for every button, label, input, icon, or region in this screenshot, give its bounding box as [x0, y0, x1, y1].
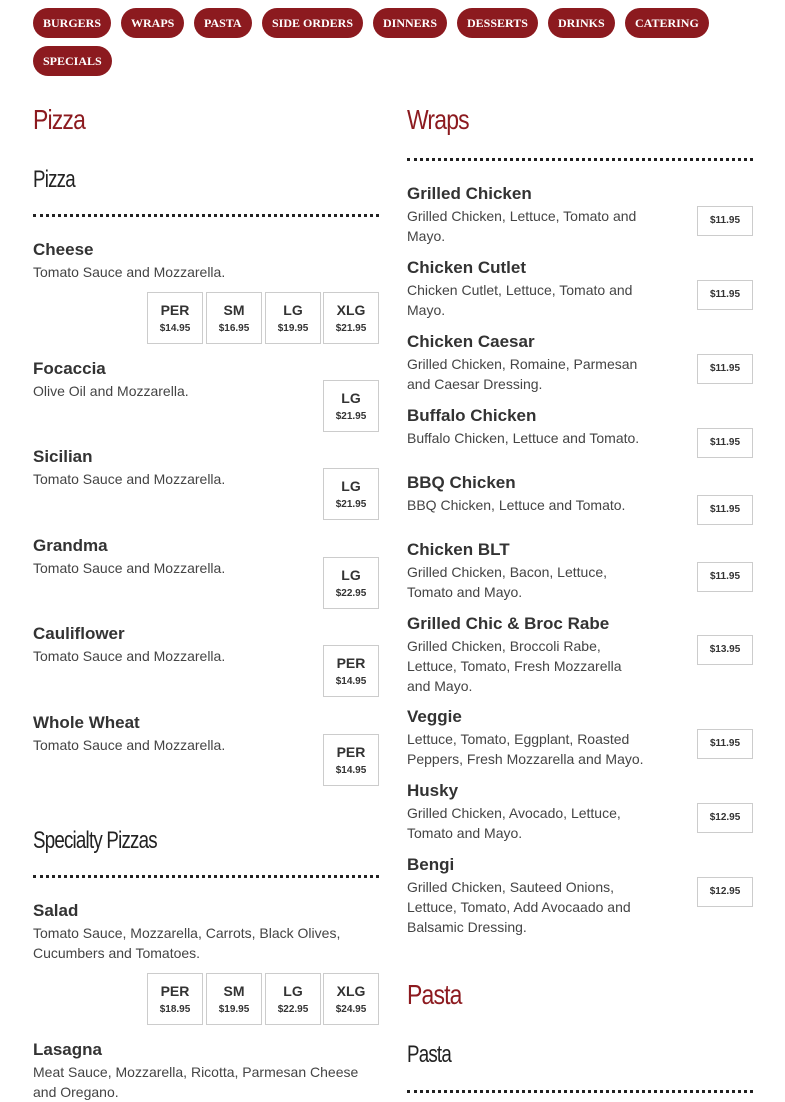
- item-name: Cauliflower: [33, 624, 125, 643]
- item-name: Grilled Chic & Broc Rabe: [407, 614, 610, 633]
- item-name: Chicken BLT: [407, 540, 510, 559]
- menu-item-bengi: [407, 855, 753, 935]
- item-description: Buffalo Chicken, Lettuce and Tomato.: [407, 430, 640, 446]
- section-divider: [33, 875, 379, 878]
- price-option[interactable]: [323, 734, 379, 786]
- price-label: $24.95: [335, 1004, 367, 1015]
- price-button[interactable]: $11.95: [697, 428, 753, 458]
- size-label: LG: [283, 983, 303, 999]
- menu-item-lasagna: [33, 1040, 379, 1101]
- item-description: Meat Sauce, Mozzarella, Ricotta, Parmesan Cheese and Oregano.: [33, 1064, 359, 1100]
- item-description: Tomato Sauce and Mozzarella.: [33, 560, 226, 576]
- size-label: PER: [160, 983, 190, 999]
- price-label: $21.95: [335, 411, 367, 422]
- price-label: $14.95: [335, 765, 367, 776]
- item-name: Husky: [407, 781, 459, 800]
- menu-item-grandma: [33, 536, 379, 610]
- price-option[interactable]: [206, 973, 262, 1025]
- price-label: $16.95: [218, 323, 250, 334]
- price-option[interactable]: [323, 380, 379, 432]
- menu-item-veggie: [407, 707, 753, 767]
- menu-item-whole-wheat: [33, 713, 379, 787]
- pizza-category-title: Pizza: [33, 104, 86, 135]
- item-name: Sicilian: [33, 447, 93, 466]
- price-button[interactable]: $12.95: [697, 803, 753, 833]
- item-name: Chicken Caesar: [407, 332, 535, 351]
- price-label: $19.95: [277, 323, 309, 334]
- item-name: Salad: [33, 901, 79, 920]
- price-option[interactable]: [323, 557, 379, 609]
- menu-item-buffalo-chicken: [407, 406, 753, 460]
- price-option[interactable]: [147, 973, 203, 1025]
- menu-item-husky: [407, 781, 753, 841]
- item-description: Grilled Chicken, Broccoli Rabe, Lettuce, Tomato, Fresh Mozzarella and Mayo.: [407, 638, 622, 694]
- size-label: PER: [160, 302, 190, 318]
- menu-item-cauliflower: [33, 624, 379, 698]
- price-label: $22.95: [335, 588, 367, 599]
- menu-item-bbq-chicken: [407, 473, 753, 527]
- price-option[interactable]: [147, 292, 203, 344]
- price-button[interactable]: $12.95: [697, 877, 753, 907]
- specialty-pizzas-section-title: Specialty Pizzas: [33, 827, 157, 854]
- size-label: LG: [341, 478, 361, 494]
- size-label: LG: [341, 390, 361, 406]
- item-name: Buffalo Chicken: [407, 406, 537, 425]
- price-label: $14.95: [159, 323, 191, 334]
- size-label: PER: [336, 744, 366, 760]
- price-option[interactable]: [323, 468, 379, 520]
- nav-dinners-button[interactable]: DINNERS: [373, 8, 447, 38]
- nav-desserts-button[interactable]: DESSERTS: [457, 8, 538, 38]
- size-label: LG: [283, 302, 303, 318]
- item-name: Grilled Chicken: [407, 184, 532, 203]
- item-description: Grilled Chicken, Lettuce, Tomato and Mayo.: [407, 208, 637, 244]
- item-description: Tomato Sauce and Mozzarella.: [33, 737, 226, 753]
- size-label: SM: [223, 983, 245, 999]
- item-description: Grilled Chicken, Romaine, Parmesan and Caesar Dressing.: [407, 356, 638, 392]
- item-description: Tomato Sauce and Mozzarella.: [33, 648, 226, 664]
- price-button[interactable]: $11.95: [697, 206, 753, 236]
- price-button[interactable]: $11.95: [697, 562, 753, 592]
- size-label: PER: [336, 655, 366, 671]
- menu-item-chicken-caesar: [407, 332, 753, 392]
- size-label: SM: [223, 302, 245, 318]
- item-name: Chicken Cutlet: [407, 258, 527, 277]
- menu-item-grilled-chic-broc-rabe: [407, 614, 753, 694]
- price-label: $21.95: [335, 323, 367, 334]
- item-description: Grilled Chicken, Avocado, Lettuce, Tomato and Mayo.: [407, 805, 621, 841]
- section-divider: [407, 1090, 753, 1093]
- wraps-category-title: Wraps: [407, 104, 469, 135]
- price-option[interactable]: [265, 292, 321, 344]
- nav-wraps-button[interactable]: WRAPS: [121, 8, 184, 38]
- price-label: $22.95: [277, 1004, 309, 1015]
- price-button[interactable]: $11.95: [697, 729, 753, 759]
- pizza-section-title: Pizza: [33, 166, 75, 193]
- nav-burgers-button[interactable]: BURGERS: [33, 8, 111, 38]
- section-divider: [407, 158, 753, 161]
- item-description: Olive Oil and Mozzarella.: [33, 383, 189, 399]
- price-option[interactable]: [265, 973, 321, 1025]
- pasta-category-title: Pasta: [407, 979, 462, 1010]
- price-option[interactable]: [206, 292, 262, 344]
- nav-catering-button[interactable]: CATERING: [625, 8, 709, 38]
- price-label: $18.95: [159, 1004, 191, 1015]
- item-name: Grandma: [33, 536, 108, 555]
- item-name: Whole Wheat: [33, 713, 140, 732]
- price-button[interactable]: $11.95: [697, 495, 753, 525]
- item-description: Grilled Chicken, Bacon, Lettuce, Tomato and Mayo.: [407, 564, 607, 600]
- section-divider: [33, 214, 379, 217]
- item-name: Veggie: [407, 707, 462, 726]
- item-name: Lasagna: [33, 1040, 102, 1059]
- pasta-section-title: Pasta: [407, 1041, 451, 1068]
- item-name: Bengi: [407, 855, 455, 874]
- price-label: $21.95: [335, 499, 367, 510]
- price-label: $14.95: [335, 676, 367, 687]
- price-option[interactable]: [323, 645, 379, 697]
- size-label: XLG: [336, 983, 366, 999]
- item-description: Tomato Sauce and Mozzarella.: [33, 264, 226, 280]
- item-description: Chicken Cutlet, Lettuce, Tomato and Mayo.: [407, 282, 633, 318]
- nav-pasta-button[interactable]: PASTA: [194, 8, 252, 38]
- menu-item-chicken-cutlet: [407, 258, 753, 318]
- item-description: Tomato Sauce, Mozzarella, Carrots, Black Olives, Cucumbers and Tomatoes.: [33, 925, 341, 961]
- item-description: Grilled Chicken, Sauteed Onions, Lettuce, Tomato, Add Avocaado and Balsamic Dressing.: [407, 879, 631, 935]
- size-label: XLG: [336, 302, 366, 318]
- price-option[interactable]: [323, 292, 379, 344]
- menu-item-focaccia: [33, 359, 379, 433]
- item-name: BBQ Chicken: [407, 473, 516, 492]
- item-description: Tomato Sauce and Mozzarella.: [33, 471, 226, 487]
- size-label: LG: [341, 567, 361, 583]
- menu-item-salad: [33, 901, 379, 1025]
- price-button[interactable]: $11.95: [697, 280, 753, 310]
- nav-side-orders-button[interactable]: SIDE ORDERS: [262, 8, 363, 38]
- item-description: BBQ Chicken, Lettuce and Tomato.: [407, 497, 626, 513]
- menu-item-chicken-blt: [407, 540, 753, 600]
- price-button[interactable]: $13.95: [697, 635, 753, 665]
- item-name: Cheese: [33, 240, 94, 259]
- nav-specials-button[interactable]: SPECIALS: [33, 46, 112, 76]
- item-description: Lettuce, Tomato, Eggplant, Roasted Peppers, Fresh Mozzarella and Mayo.: [407, 731, 644, 767]
- menu-item-cheese: [33, 240, 379, 344]
- price-button[interactable]: $11.95: [697, 354, 753, 384]
- menu-item-grilled-chicken: [407, 184, 753, 244]
- menu-item-sicilian: [33, 447, 379, 521]
- price-option[interactable]: [323, 973, 379, 1025]
- nav-drinks-button[interactable]: DRINKS: [548, 8, 615, 38]
- price-label: $19.95: [218, 1004, 250, 1015]
- item-name: Focaccia: [33, 359, 106, 378]
